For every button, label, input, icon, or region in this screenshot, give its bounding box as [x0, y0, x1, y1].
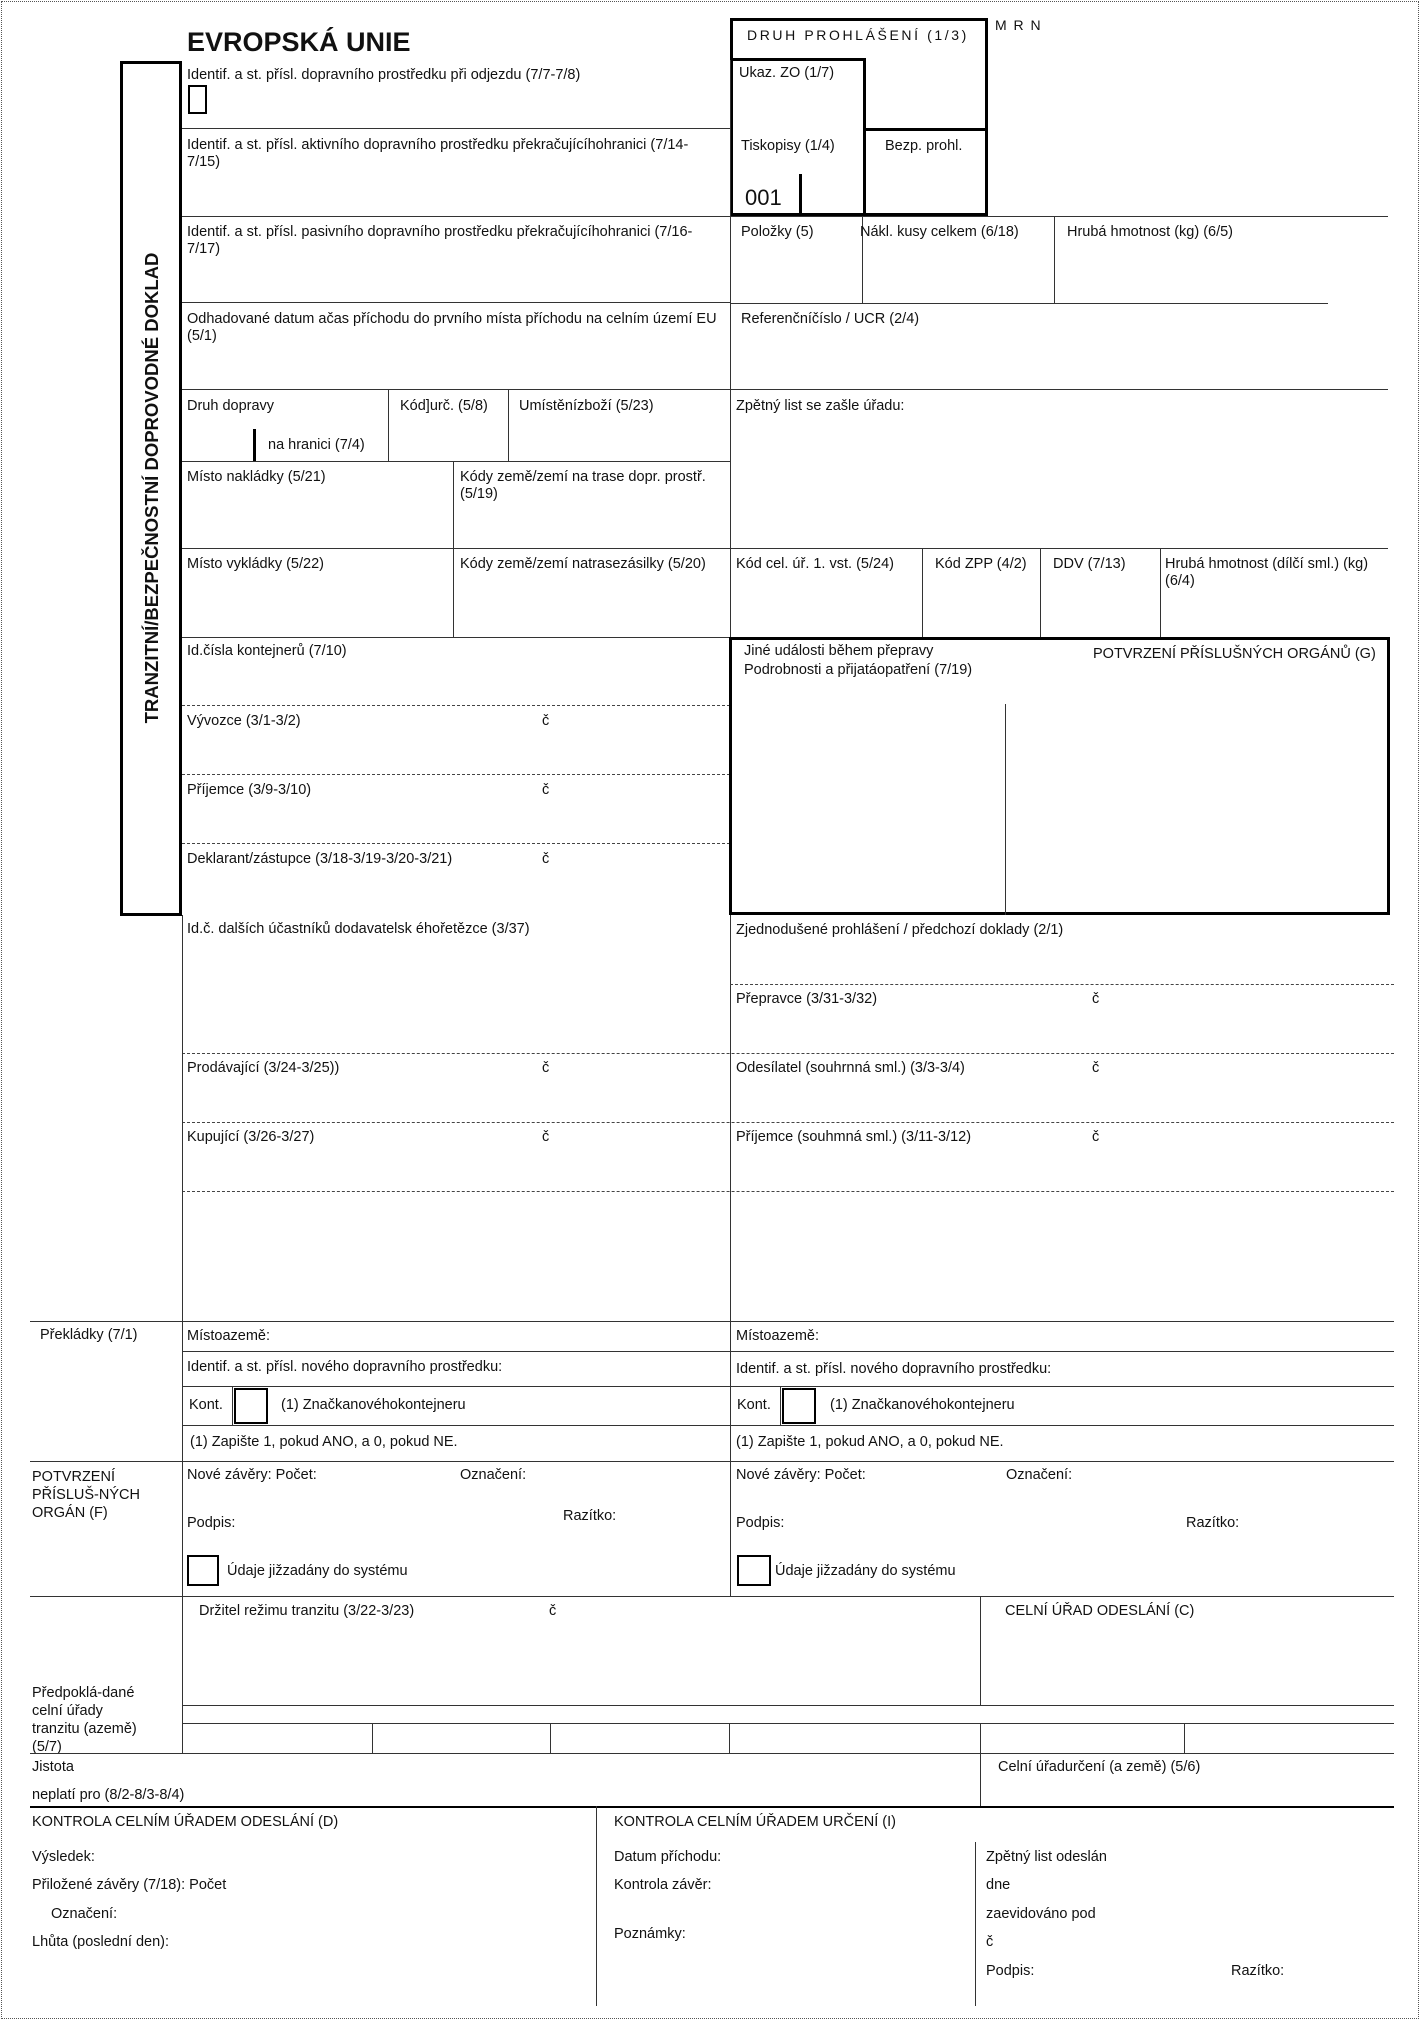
- razitko-right-label: Razítko:: [1186, 1515, 1240, 1531]
- passive-vehicle-label-1: Identif. a st. přísl. pasivního dopravního prostředku překračujícíhohranici (7/16-: [187, 224, 693, 240]
- kont-left-label: Kont.: [189, 1397, 223, 1413]
- kod-urc-label: Kód]urč. (5/8): [400, 398, 488, 414]
- kontrola-d-label: KONTROLA CELNÍM ÚŘADEM ODESLÁNÍ (D): [32, 1814, 339, 1830]
- prepravce-label: Přepravce (3/31-3/32): [736, 991, 878, 1007]
- na-hranici-label: na hranici (7/4): [268, 437, 365, 453]
- umisteni-zbozi-label: Umístěnízboží (5/23): [519, 398, 654, 414]
- kupujici-label: Kupující (3/26-3/27): [187, 1129, 315, 1145]
- ucr-label: Referenčníčíslo / UCR (2/4): [741, 311, 920, 327]
- kont-left-checkbox[interactable]: [234, 1388, 268, 1424]
- bezp-prohl-label: Bezp. prohl.: [885, 138, 963, 154]
- drzitel-label: Držitel režimu tranzitu (3/22-3/23): [199, 1603, 415, 1619]
- passive-vehicle-label-2: 7/17): [187, 241, 221, 257]
- podpis-left-label: Podpis:: [187, 1515, 236, 1531]
- jistota-label: Jistota: [32, 1759, 74, 1775]
- kont-right-checkbox[interactable]: [782, 1388, 816, 1424]
- prilozene-label: Přiložené závěry (7/18): Počet: [32, 1877, 227, 1893]
- zpetny-list-label: Zpětný list se zašle úřadu:: [736, 398, 905, 414]
- deklarant-label: Deklarant/zástupce (3/18-3/19-3/20-3/21): [187, 851, 453, 867]
- lhuta-label: Lhůta (poslední den):: [32, 1934, 170, 1950]
- zapiste-left-label: (1) Zapište 1, pokud ANO, a 0, pokud NE.: [190, 1434, 458, 1450]
- celni-urad-urceni-label: Celní úřadurčení (a země) (5/6): [998, 1759, 1201, 1775]
- udaje-left-checkbox[interactable]: [187, 1555, 219, 1586]
- kupujici-number-label: č: [542, 1129, 550, 1145]
- prodavajici-label: Prodávající (3/24-3/25)): [187, 1060, 340, 1076]
- prijemce-label: Příjemce (3/9-3/10): [187, 782, 312, 798]
- prijemce-souhrnna-label: Příjemce (souhmná sml.) (3/11-3/12): [736, 1129, 972, 1145]
- odesilatel-label: Odesílatel (souhrnná sml.) (3/3-3/4): [736, 1060, 965, 1076]
- nove-zavery-right-label: Nové závěry: Počet:: [736, 1467, 866, 1483]
- misto-zeme-right-label: Místoazemě:: [736, 1328, 819, 1344]
- misto-nakladky-label: Místo nakládky (5/21): [187, 469, 326, 485]
- tiskopisy-value: 001: [745, 185, 782, 210]
- potvrzeni-g-label: POTVRZENÍ PŘÍSLUŠNÝCH ORGÁNŮ (G): [1093, 646, 1376, 662]
- zpetny-odeslan-label: Zpětný list odeslán: [986, 1849, 1107, 1865]
- znacka-left-label: (1) Značkanovéhokontejneru: [281, 1397, 466, 1413]
- celni-urad-odeslani-label: CELNÍ ÚŘAD ODESLÁNÍ (C): [1005, 1603, 1195, 1619]
- active-vehicle-label-2: 7/15): [187, 154, 221, 170]
- nove-zavery-left-label: Nové závěry: Počet:: [187, 1467, 317, 1483]
- udaje-right-checkbox[interactable]: [737, 1555, 771, 1586]
- vyvozce-number-label: č: [542, 713, 550, 729]
- poznamky-label: Poznámky:: [614, 1926, 686, 1942]
- znacka-right-label: (1) Značkanovéhokontejneru: [830, 1397, 1015, 1413]
- druh-dopravy-label: Druh dopravy: [187, 398, 275, 414]
- side-title: TRANZITNÍ/BEZPEČNOSTNÍ DOPROVODNÉ DOKLAD: [141, 252, 162, 724]
- arrival-label-2: (5/1): [187, 328, 217, 344]
- zjednodusene-label: Zjednodušené prohlášení / předchozí doklady (2/1): [736, 922, 1064, 938]
- oznaceni-d-label: Označení:: [51, 1906, 118, 1922]
- hruba-dilci-label-1: Hrubá hmotnost (dílčí sml.) (kg): [1165, 556, 1369, 572]
- neplati-label: neplatí pro (8/2-8/3-8/4): [32, 1787, 185, 1803]
- datum-prichodu-label: Datum příchodu:: [614, 1849, 722, 1865]
- declaration-type-label: DRUH PROHLÁŠENÍ (1/3): [747, 27, 969, 43]
- potvrzeni-f-label: POTVRZENÍ PŘÍSLUŠ-NÝCH ORGÁN (F): [32, 1469, 140, 1521]
- kody-zemi-zasilky-label: Kódy země/zemí natrasezásilky (5/20): [460, 556, 706, 572]
- prepravce-number-label: č: [1092, 991, 1100, 1007]
- udaje-left-label: Údaje jižzadány do systému: [227, 1563, 408, 1579]
- polozky-label: Položky (5): [741, 224, 814, 240]
- kontrola-i-label: KONTROLA CELNÍM ÚŘADEM URČENÍ (I): [614, 1814, 896, 1830]
- prijemce-number-label: č: [542, 782, 550, 798]
- oznaceni-left-label: Označení:: [460, 1467, 527, 1483]
- dalsi-ucastnici-label: Id.č. dalších účastníků dodavatelsk éhořetězce (3/37): [187, 921, 530, 937]
- departure-vehicle-label: Identif. a st. přísl. dopravního prostředku při odjezdu (7/7-7/8): [187, 67, 581, 83]
- cislo-i-label: č: [986, 1934, 994, 1950]
- drzitel-number-label: č: [549, 1603, 557, 1619]
- prijemce-souhrnna-number-label: č: [1092, 1129, 1100, 1145]
- jine-udalosti-label-1: Jiné události během přepravy: [744, 643, 934, 659]
- predpokladane-label: Předpoklá-dané celní úřady tranzitu (azemě) (5/7): [32, 1685, 137, 1755]
- kody-zemi-trasa-label-1: Kódy země/zemí na trase dopr. prostř.: [460, 469, 706, 485]
- page-title: EVROPSKÁ UNIE: [187, 27, 411, 57]
- kod-cel-ur-label: Kód cel. úř. 1. vst. (5/24): [736, 556, 894, 572]
- odesilatel-number-label: č: [1092, 1060, 1100, 1076]
- zapiste-right-label: (1) Zapište 1, pokud ANO, a 0, pokud NE.: [736, 1434, 1004, 1450]
- mrn-label: M R N: [995, 17, 1043, 33]
- ukaz-zo-label: Ukaz. ZO (1/7): [739, 65, 835, 81]
- kont-right-label: Kont.: [737, 1397, 771, 1413]
- razitko-i-label: Razítko:: [1231, 1963, 1285, 1979]
- departure-checkbox[interactable]: [188, 85, 207, 114]
- deklarant-number-label: č: [542, 851, 550, 867]
- kody-zemi-trasa-label-2: (5/19): [460, 486, 498, 502]
- zaevidovano-label: zaevidováno pod: [986, 1906, 1096, 1922]
- podpis-i-label: Podpis:: [986, 1963, 1035, 1979]
- vysledek-label: Výsledek:: [32, 1849, 95, 1865]
- oznaceni-right-label: Označení:: [1006, 1467, 1073, 1483]
- kod-zpp-label: Kód ZPP (4/2): [935, 556, 1027, 572]
- tiskopisy-label: Tiskopisy (1/4): [741, 138, 835, 154]
- razitko-left-label: Razítko:: [563, 1508, 617, 1524]
- nakl-kusy-label: Nákl. kusy celkem (6/18): [860, 224, 1019, 240]
- arrival-label-1: Odhadované datum ačas příchodu do prvního místa příchodu na celním území EU: [187, 311, 717, 327]
- misto-vykladky-label: Místo vykládky (5/22): [187, 556, 324, 572]
- identif-novy-right-label: Identif. a st. přísl. nového dopravního prostředku:: [736, 1361, 1052, 1377]
- preklady-label: Překládky (7/1): [40, 1327, 138, 1343]
- kontejnery-label: Id.čísla kontejnerů (7/10): [187, 643, 347, 659]
- podpis-right-label: Podpis:: [736, 1515, 785, 1531]
- hruba-dilci-label-2: (6/4): [1165, 573, 1195, 589]
- jine-udalosti-label-2: Podrobnosti a přijatáopatření (7/19): [744, 662, 973, 678]
- udaje-right-label: Údaje jižzadány do systému: [775, 1563, 956, 1579]
- misto-zeme-left-label: Místoazemě:: [187, 1328, 270, 1344]
- gross-mass-label: Hrubá hmotnost (kg) (6/5): [1067, 224, 1234, 240]
- dne-label: dne: [986, 1877, 1011, 1893]
- active-vehicle-label-1: Identif. a st. přísl. aktivního dopravního prostředku překračujícíhohranici (7/14-: [187, 137, 689, 153]
- ddv-label: DDV (7/13): [1053, 556, 1126, 572]
- kontrola-zaver-label: Kontrola závěr:: [614, 1877, 712, 1893]
- vyvozce-label: Vývozce (3/1-3/2): [187, 713, 301, 729]
- identif-novy-left-label: Identif. a st. přísl. nového dopravního prostředku:: [187, 1359, 503, 1375]
- prodavajici-number-label: č: [542, 1060, 550, 1076]
